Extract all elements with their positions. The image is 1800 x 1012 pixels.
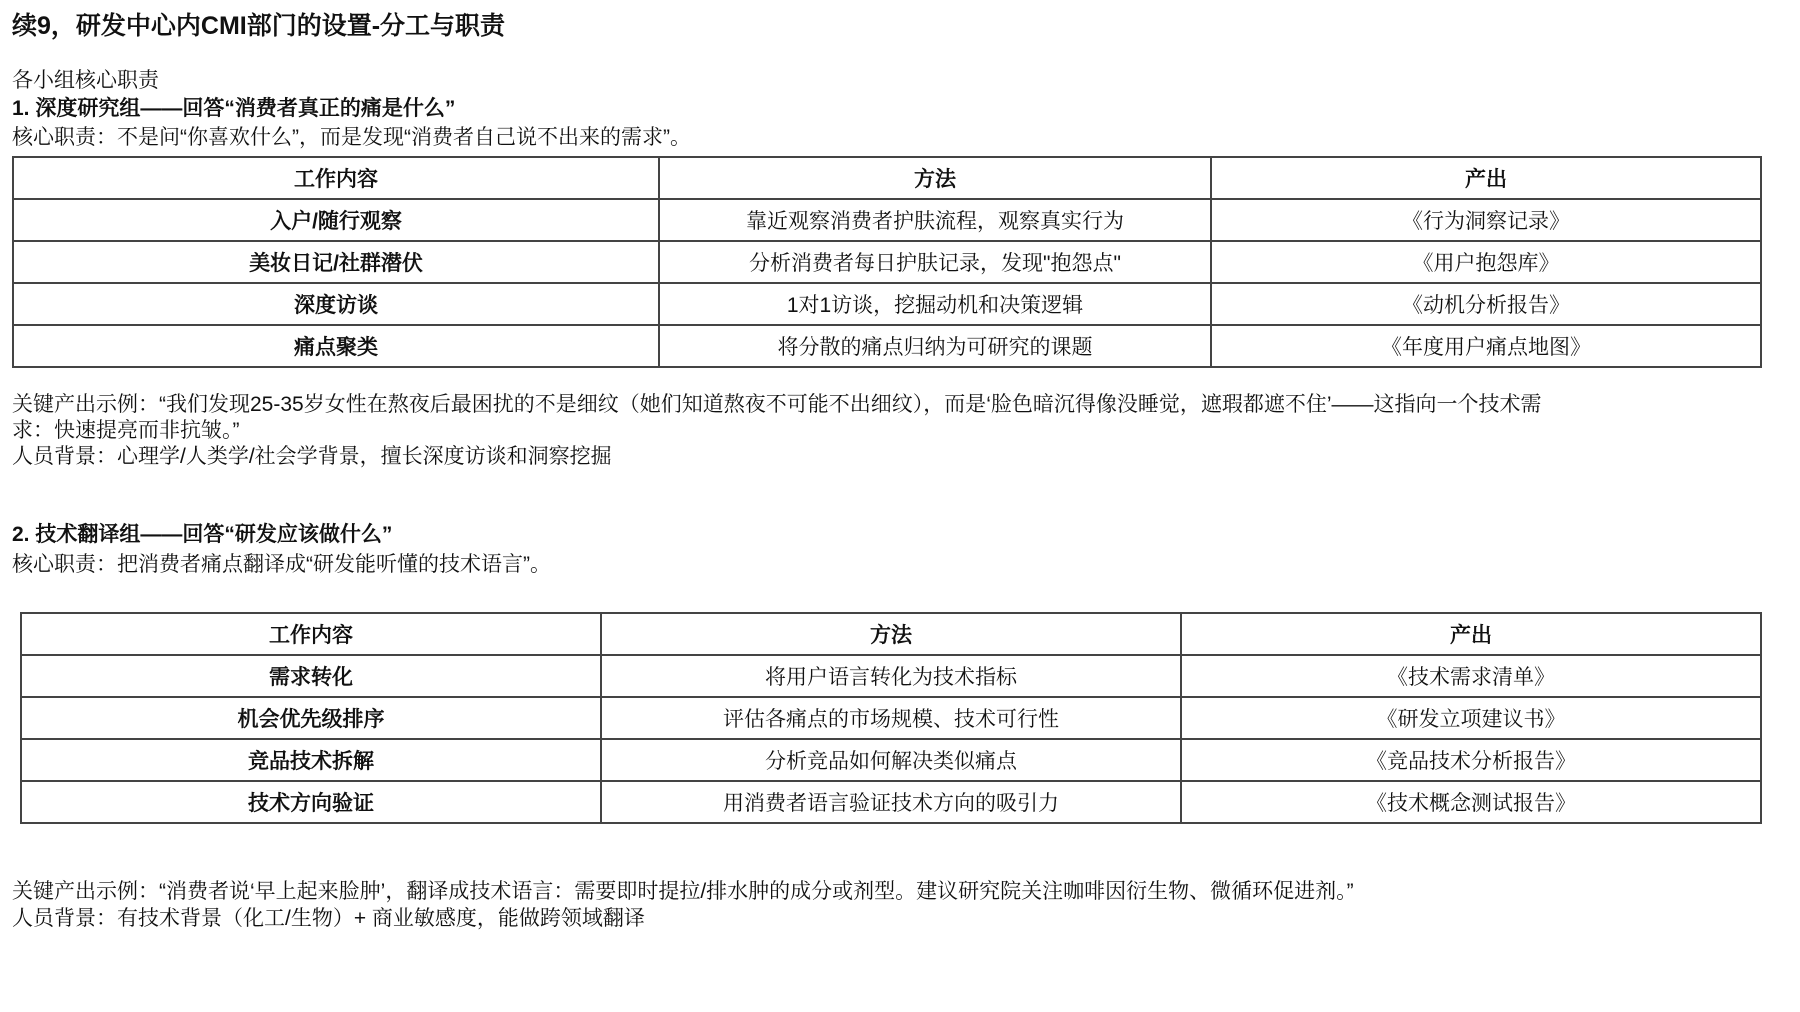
table-header-row [21, 613, 1761, 655]
cell: 分析竞品如何解决类似痛点 [601, 739, 1181, 781]
cell: 评估各痛点的市场规模、技术可行性 [601, 697, 1181, 739]
cell: 将用户语言转化为技术指标 [601, 655, 1181, 697]
cell: 《竞品技术分析报告》 [1181, 739, 1761, 781]
header-cell: 工作内容 [13, 157, 659, 199]
header-cell: 工作内容 [21, 613, 601, 655]
section2-background: 人员背景：有技术背景（化工/生物）+ 商业敏感度，能做跨领域翻译 [12, 907, 645, 930]
cell: 深度访谈 [13, 283, 659, 325]
header-cell: 产出 [1211, 157, 1761, 199]
cell: 竞品技术拆解 [21, 739, 601, 781]
table-row [13, 283, 1761, 325]
table-header-row [13, 157, 1761, 199]
cell: 《技术概念测试报告》 [1181, 781, 1761, 823]
cell: 美妆日记/社群潜伏 [13, 241, 659, 283]
cell: 将分散的痛点归纳为可研究的课题 [659, 325, 1211, 367]
table-row [13, 199, 1761, 241]
cell: 入户/随行观察 [13, 199, 659, 241]
cell: 《用户抱怨库》 [1211, 241, 1761, 283]
table-row [21, 655, 1761, 697]
cell: 《行为洞察记录》 [1211, 199, 1761, 241]
cell: 用消费者语言验证技术方向的吸引力 [601, 781, 1181, 823]
section1-key-output-cont: 求：快速提亮而非抗皱。” [12, 419, 240, 442]
section1-key-output: 关键产出示例：“我们发现25-35岁女性在熬夜后最困扰的不是细纹（她们知道熬夜不可能不出细纹），而是‘脸色暗沉得像没睡觉，遮瑕都遮不住’——这指向一个技术需 [12, 393, 1542, 416]
section1-background: 人员背景：心理学/人类学/社会学背景，擅长深度访谈和洞察挖掘 [12, 445, 612, 468]
section2-heading: 2. 技术翻译组——回答“研发应该做什么” [12, 523, 393, 546]
section2-table [20, 612, 1762, 824]
cell: 《研发立项建议书》 [1181, 697, 1761, 739]
section2-key-output: 关键产出示例：“消费者说‘早上起来脸肿’，翻译成技术语言：需要即时提拉/排水肿的成分或剂型。建议研究院关注咖啡因衍生物、微循环促进剂。” [12, 880, 1354, 903]
cell: 《年度用户痛点地图》 [1211, 325, 1761, 367]
table-row [21, 739, 1761, 781]
table-row [21, 697, 1761, 739]
header-cell: 方法 [601, 613, 1181, 655]
table-row [21, 781, 1761, 823]
table-row [13, 241, 1761, 283]
section1-table [12, 156, 1762, 368]
section1-core: 核心职责：不是问“你喜欢什么”，而是发现“消费者自己说不出来的需求”。 [12, 126, 691, 149]
table-row [13, 325, 1761, 367]
cell: 靠近观察消费者护肤流程，观察真实行为 [659, 199, 1211, 241]
section2-core: 核心职责：把消费者痛点翻译成“研发能听懂的技术语言”。 [12, 553, 551, 576]
section1-heading: 1. 深度研究组——回答“消费者真正的痛是什么” [12, 97, 456, 120]
subtitle: 各小组核心职责 [12, 69, 159, 92]
page-title: 续9，研发中心内CMI部门的设置-分工与职责 [12, 12, 506, 40]
cell: 机会优先级排序 [21, 697, 601, 739]
header-cell: 产出 [1181, 613, 1761, 655]
header-cell: 方法 [659, 157, 1211, 199]
cell: 技术方向验证 [21, 781, 601, 823]
cell: 《技术需求清单》 [1181, 655, 1761, 697]
cell: 痛点聚类 [13, 325, 659, 367]
cell: 1对1访谈，挖掘动机和决策逻辑 [659, 283, 1211, 325]
cell: 分析消费者每日护肤记录，发现"抱怨点" [659, 241, 1211, 283]
cell: 需求转化 [21, 655, 601, 697]
cell: 《动机分析报告》 [1211, 283, 1761, 325]
